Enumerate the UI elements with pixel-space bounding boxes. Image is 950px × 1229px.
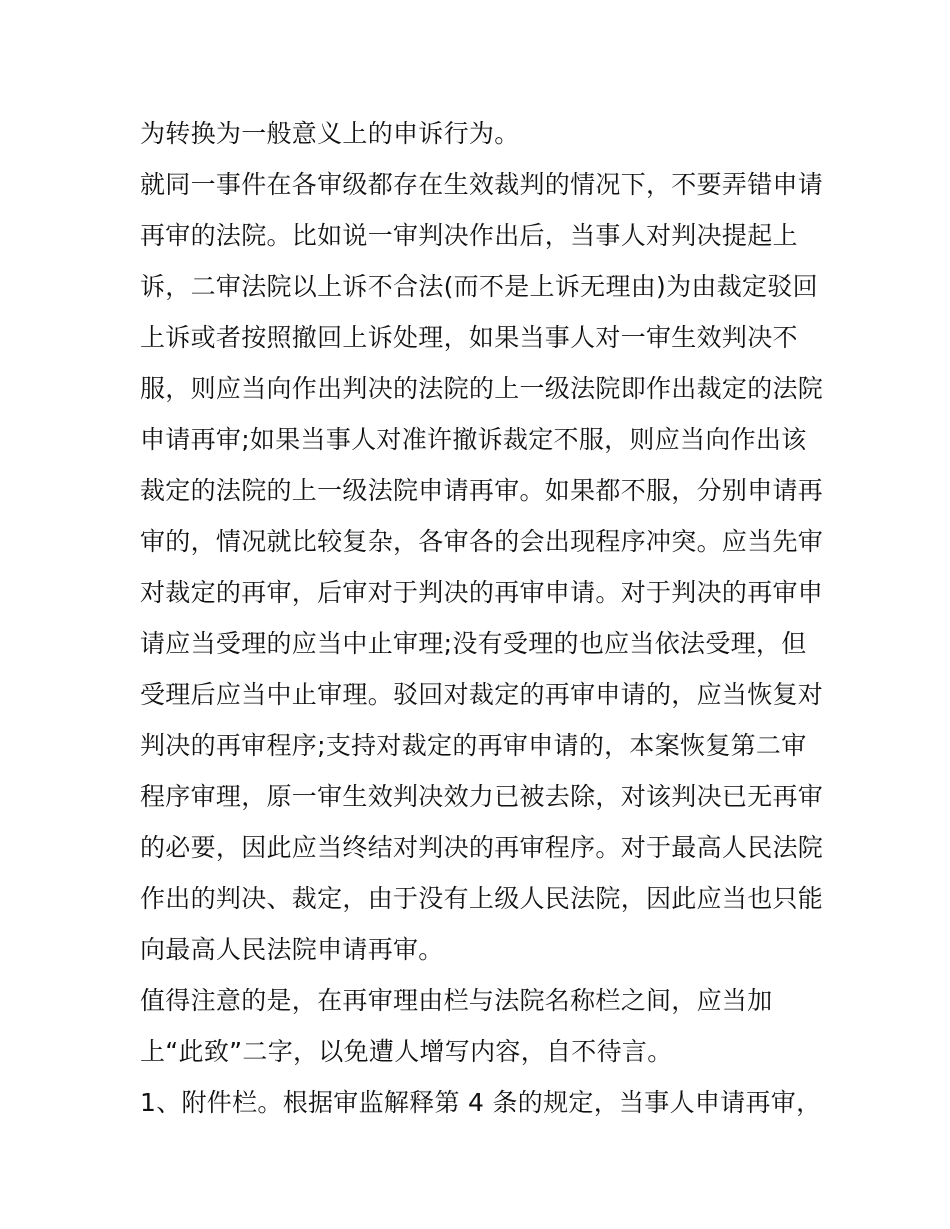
- text-line: 审的，情况就比较复杂，各审各的会出现程序冲突。应当先审: [140, 527, 824, 556]
- text-line: 再审的法院。比如说一审判决作出后，当事人对判决提起上: [140, 221, 798, 250]
- text-line: 受理后应当中止审理。驳回对裁定的再审申请的，应当恢复对: [140, 680, 824, 709]
- text-line: 1、附件栏。根据审监解释第 4 条的规定，当事人申请再审，: [140, 1088, 822, 1117]
- text-line: 服，则应当向作出判决的法院的上一级法院即作出裁定的法院: [140, 374, 824, 403]
- text-line: 申请再审;如果当事人对准许撤诉裁定不服，则应当向作出该: [140, 425, 807, 454]
- text-line: 判决的再审程序;支持对裁定的再审申请的，本案恢复第二审: [140, 731, 807, 760]
- text-line: 作出的判决、裁定，由于没有上级人民法院，因此应当也只能: [140, 884, 824, 913]
- text-line: 的必要，因此应当终结对判决的再审程序。对于最高人民法院: [140, 833, 824, 862]
- text-line: 诉，二审法院以上诉不合法(而不是上诉无理由)为由裁定驳回: [140, 272, 818, 301]
- text-line: 请应当受理的应当中止审理;没有受理的也应当依法受理，但: [140, 629, 807, 658]
- text-line: 上“此致”二字，以免遭人增写内容，自不待言。: [140, 1037, 673, 1066]
- text-line: 裁定的法院的上一级法院申请再审。如果都不服，分别申请再: [140, 476, 824, 505]
- text-line: 对裁定的再审，后审对于判决的再审申请。对于判决的再审申: [140, 578, 824, 607]
- text-line: 值得注意的是，在再审理由栏与法院名称栏之间，应当加: [140, 986, 773, 1015]
- text-line: 就同一事件在各审级都存在生效裁判的情况下，不要弄错申请: [140, 170, 824, 199]
- text-line: 向最高人民法院申请再审。: [140, 935, 444, 964]
- text-line: 上诉或者按照撤回上诉处理，如果当事人对一审生效判决不: [140, 323, 798, 352]
- document-body: [140, 108, 830, 1128]
- text-line: 为转换为一般意义上的申诉行为。: [140, 119, 520, 148]
- text-line: 程序审理，原一审生效判决效力已被去除，对该判决已无再审: [140, 782, 824, 811]
